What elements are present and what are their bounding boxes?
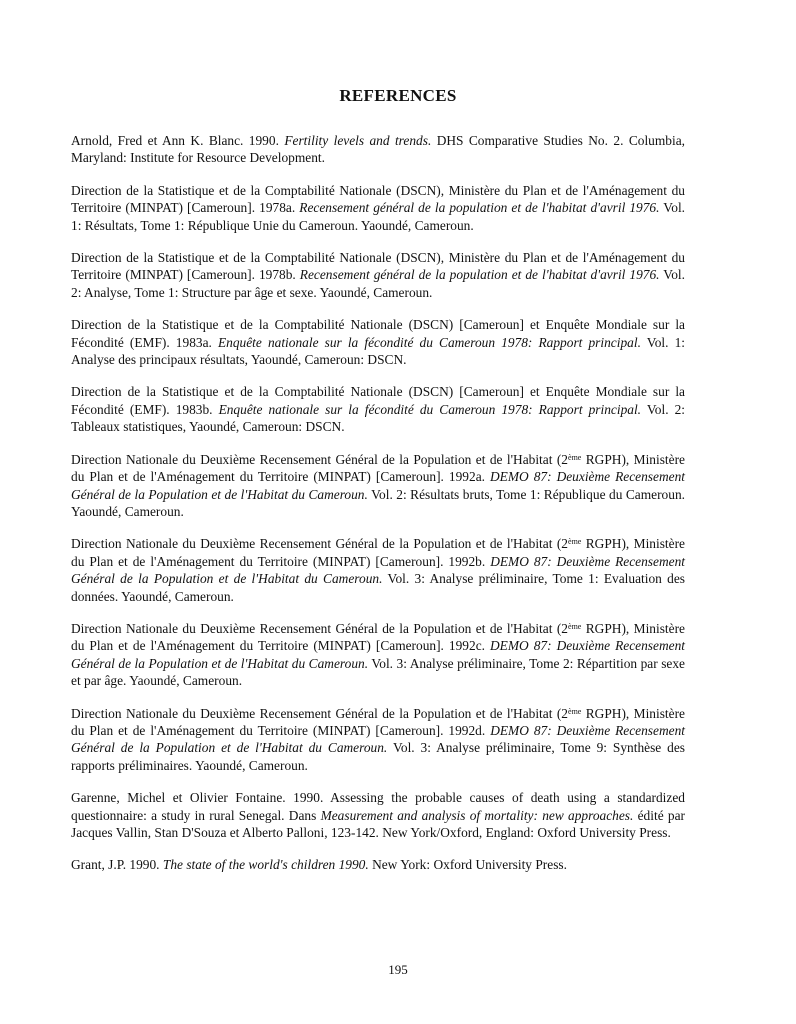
superscript: ème (568, 537, 582, 547)
reference-entry (71, 535, 685, 605)
reference-entry (71, 182, 685, 234)
reference-title: DEMO 87: Deuxième Recensement Général de la Population et de l'Habitat du Cameroun. (71, 638, 685, 671)
reference-text: RGPH), Ministère du Plan et de l'Aménagement du Territoire (MINPAT) [Cameroun]. 1992c. (71, 620, 686, 654)
reference-entry (71, 451, 685, 521)
superscript: ème (568, 452, 582, 462)
reference-title: DEMO 87: Deuxième Recensement Général de la Population et de l'Habitat du Cameroun. (71, 553, 685, 587)
reference-text: RGPH), Ministère du Plan et de l'Aménagement du Territoire (MINPAT) [Cameroun]. 1992d. (71, 705, 686, 738)
reference-title: Enquête nationale sur la fécondité du Cameroun 1978: Rapport principal. (217, 334, 641, 350)
reference-entry (71, 789, 685, 841)
reference-text: Direction Nationale du Deuxième Recensement Général de la Population et de l'Habitat (2 (71, 705, 569, 721)
reference-entry (71, 705, 685, 775)
reference-title: Measurement and analysis of mortality: new approaches. (320, 807, 634, 823)
reference-text: Vol. 2: Résultats bruts, Tome 1: République du Cameroun. Yaoundé, Cameroun. (71, 486, 685, 519)
reference-text: Direction Nationale du Deuxième Recensement Général de la Population et de l'Habitat (2 (71, 451, 569, 467)
reference-title: Recensement général de la population et de l'habitat d'avril 1976. (299, 267, 660, 283)
reference-title: Recensement général de la population et de l'habitat d'avril 1976. (299, 200, 660, 216)
reference-text: DHS Comparative Studies No. 2. Columbia, Maryland: Institute for Resource Development. (71, 133, 685, 166)
reference-text: Garenne, Michel et Olivier Fontaine. 1990. Assessing the probable causes of death using a standardized questionnaire: a study in rural Senegal. Dans (71, 790, 685, 823)
reference-text: Direction de la Statistique et de la Comptabilité Nationale (DSCN), Ministère du Plan et de l'Aménagement du Territoire (MINPAT) [Cameroun]. 1978a. (71, 182, 685, 216)
reference-entry (71, 383, 685, 435)
superscript: ème (568, 621, 582, 631)
superscript: ème (568, 706, 582, 716)
reference-text: Vol. 3: Analyse préliminaire, Tome 2: Répartition par sexe et par âge. Yaoundé, Cameroun. (71, 655, 686, 689)
reference-text: Direction de la Statistique et de la Comptabilité Nationale (DSCN) [Cameroun] et Enquête Mondiale sur la Fécondité (EMF). 1983b. (71, 384, 685, 417)
reference-list (71, 132, 685, 889)
page-title: REFERENCES (339, 86, 457, 105)
reference-text: Direction de la Statistique et de la Comptabilité Nationale (DSCN), Ministère du Plan et de l'Aménagement du Territoire (MINPAT) [Cameroun]. 1978b. (71, 250, 685, 283)
reference-text: New York: Oxford University Press. (368, 857, 567, 873)
reference-entry (71, 620, 685, 690)
reference-title: DEMO 87: Deuxième Recensement Général de la Population et de l'Habitat du Cameroun. (71, 722, 685, 756)
reference-text: Direction de la Statistique et de la Comptabilité Nationale (DSCN) [Cameroun] et Enquête Mondiale sur la Fécondité (EMF). 1983a. (71, 317, 685, 350)
reference-text: Vol. 1: Résultats, Tome 1: République Unie du Cameroun. Yaoundé, Cameroun. (71, 200, 686, 233)
reference-text: Vol. 3: Analyse préliminaire, Tome 9: Synthèse des rapports préliminaires. Yaoundé, Cameroun. (71, 740, 686, 773)
reference-title: Enquête nationale sur la fécondité du Cameroun 1978: Rapport principal. (218, 401, 642, 417)
reference-text: Vol. 3: Analyse préliminaire, Tome 1: Evaluation des données. Yaoundé, Cameroun. (71, 571, 686, 604)
page-number: 195 (388, 962, 408, 977)
reference-title: The state of the world's children 1990. (162, 857, 369, 873)
reference-text: Vol. 1: Analyse des principaux résultats, Yaoundé, Cameroun: DSCN. (71, 334, 685, 368)
reference-text: Grant, J.P. 1990. (71, 857, 163, 873)
reference-text: Vol. 2: Tableaux statistiques, Yaoundé, Cameroun: DSCN. (71, 401, 685, 435)
reference-entry (71, 316, 685, 368)
reference-text: Direction Nationale du Deuxième Recensement Général de la Population et de l'Habitat (2 (71, 536, 569, 552)
reference-text: édité par Jacques Vallin, Stan D'Souza et Alberto Palloni, 123-142. New York/Oxford, England: Oxford University Press. (71, 807, 685, 840)
reference-text: RGPH), Ministère du Plan et de l'Aménagement du Territoire (MINPAT) [Cameroun]. 1992a. (71, 451, 686, 485)
reference-text: Direction Nationale du Deuxième Recensement Général de la Population et de l'Habitat (2 (71, 620, 569, 636)
reference-title: Fertility levels and trends. (284, 133, 432, 148)
reference-text: Arnold, Fred et Ann K. Blanc. 1990. (71, 133, 285, 148)
reference-title: DEMO 87: Deuxième Recensement Général de la Population et de l'Habitat du Cameroun. (71, 469, 685, 502)
reference-entry (71, 132, 685, 167)
reference-text: RGPH), Ministère du Plan et de l'Aménagement du Territoire (MINPAT) [Cameroun]. 1992b. (71, 536, 686, 569)
reference-entry (71, 856, 685, 873)
reference-text: Vol. 2: Analyse, Tome 1: Structure par âge et sexe. Yaoundé, Cameroun. (71, 267, 686, 300)
reference-entry (71, 249, 685, 301)
